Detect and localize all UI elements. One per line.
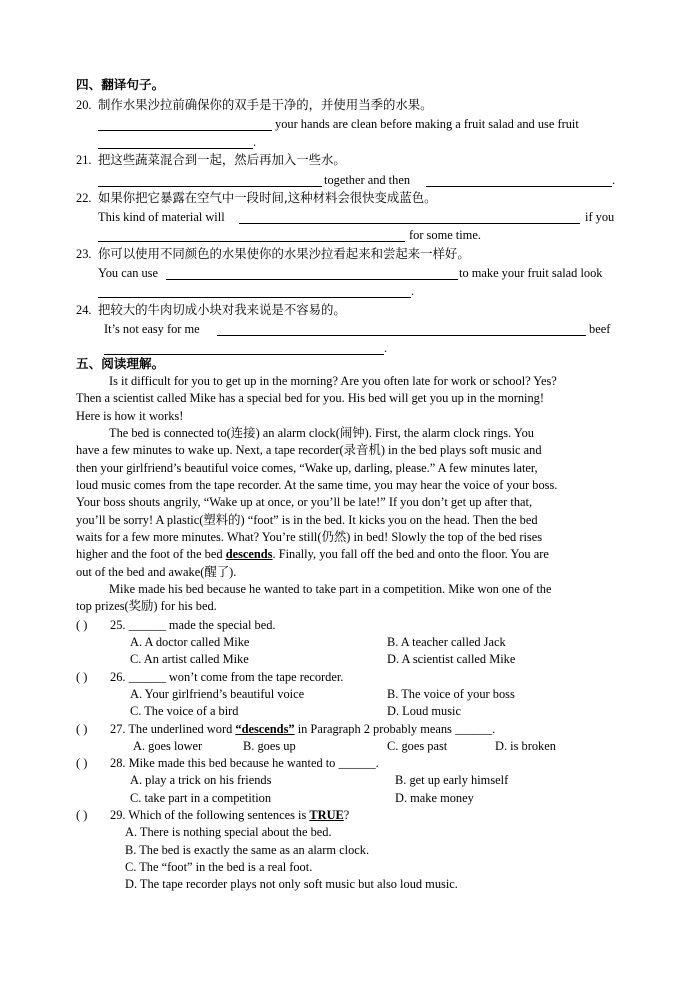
q29-option-b: B. The bed is exactly the same as an alarm clock.: [125, 843, 370, 857]
q27-option-a: A. goes lower: [133, 739, 203, 753]
q25-answer-paren[interactable]: ( ): [76, 618, 88, 632]
q29-option-a: A. There is nothing special about the bed.: [125, 825, 332, 839]
q25-option-a: A. A doctor called Mike: [130, 635, 250, 649]
q27-stem: 27. The underlined word “descends” in Paragraph 2 probably means ______.: [110, 722, 496, 736]
q20-blank-2[interactable]: [98, 136, 253, 149]
q25-option-d: D. A scientist called Mike: [387, 652, 516, 666]
q28-option-b: B. get up early himself: [395, 773, 509, 787]
q20-number: 20.: [76, 98, 92, 112]
q20-period: .: [253, 135, 257, 149]
q26-option-a: A. Your girlfriend’s beautiful voice: [130, 687, 305, 701]
q29-option-c: C. The “foot” in the bed is a real foot.: [125, 860, 313, 874]
underlined-word-descends: descends: [225, 547, 273, 562]
q28-answer-paren[interactable]: ( ): [76, 756, 88, 770]
section-heading-translate: 四、翻译句子。: [76, 77, 165, 92]
q23-english-mid: to make your fruit salad look: [459, 266, 603, 280]
reading-paragraph-1: Is it difficult for you to get up in the morning? Are you often late for work or school? Yes? Then a scientist called Mike has a special bed for you. His bed will get you up in the morning! Here is how it works!: [76, 374, 557, 423]
q26-option-d: D. Loud music: [387, 704, 461, 718]
q28-option-d: D. make money: [395, 791, 474, 805]
q26-answer-paren[interactable]: ( ): [76, 670, 88, 684]
q29-stem: 29. Which of the following sentences is TRUE?: [110, 808, 350, 822]
q28-option-c: C. take part in a competition: [130, 791, 272, 805]
q21-english-mid: together and then: [324, 173, 411, 187]
q28-option-a: A. play a trick on his friends: [130, 773, 272, 787]
q24-english-start: It’s not easy for me: [104, 322, 200, 336]
q28-stem: 28. Mike made this bed because he wanted to ______.: [110, 756, 379, 770]
q27-underlined-word: “descends”: [235, 722, 295, 736]
q20-blank-1[interactable]: [98, 118, 272, 131]
q22-english-mid: if you: [585, 210, 615, 224]
section-heading-reading: 五、阅读理解。: [76, 356, 165, 371]
q20-english: your hands are clean before making a fruit salad and use fruit: [275, 117, 579, 131]
q22-chinese: 如果你把它暴露在空气中一段时间,这种材料会很快变成蓝色。: [98, 190, 437, 205]
q21-chinese: 把这些蔬菜混合到一起，然后再加入一些水。: [98, 152, 346, 167]
q21-blank-1[interactable]: [98, 174, 322, 187]
q29-underlined-word: TRUE: [309, 808, 344, 822]
q23-blank-2[interactable]: [98, 285, 411, 298]
q23-number: 23.: [76, 247, 92, 261]
q24-english-mid: beef: [589, 322, 611, 336]
q26-option-c: C. The voice of a bird: [130, 704, 239, 718]
q27-option-b: B. goes up: [243, 739, 296, 753]
q24-period: .: [384, 341, 388, 355]
q22-number: 22.: [76, 191, 92, 205]
q25-stem: 25. ______ made the special bed.: [110, 618, 276, 632]
q21-period: .: [612, 173, 616, 187]
q26-option-b: B. The voice of your boss: [387, 687, 515, 701]
q21-number: 21.: [76, 153, 92, 167]
q23-period: .: [411, 284, 415, 298]
q29-option-d: D. The tape recorder plays not only soft music but also loud music.: [125, 877, 458, 891]
q25-option-c: C. An artist called Mike: [130, 652, 249, 666]
q24-blank-2[interactable]: [104, 342, 384, 355]
q23-english-start: You can use: [98, 266, 159, 280]
q22-english-end: for some time.: [409, 228, 481, 242]
q23-chinese: 你可以使用不同颜色的水果使你的水果沙拉看起来和尝起来一样好。: [98, 246, 470, 261]
q27-option-d: D. is broken: [495, 739, 556, 753]
q23-blank-1[interactable]: [166, 267, 458, 280]
reading-paragraph-2: The bed is connected to(连接) an alarm clock(闹钟). First, the alarm clock rings. You have a few minutes to wake up. Next, a tape recorder(录音机) in the bed plays soft music and then your girlfriend’s beautiful voice comes, “Wake up, darling, please.” A few minutes later, loud music comes from the tape recorder. At the same time, you may hear the voice of your boss. Your boss shouts angrily, “Wake up at once, or you’ll be late!” If you don’t get up after that, you’ll be sorry! A plastic(塑料的) “foot” is in the bed. It kicks you on the head. Then the bed waits for a few more minutes. What? You’re still(仍然) in bed! Slowly the top of the bed rises higher and the foot of the bed descends. Finally, you fall off the bed and onto the floor. You are out of the bed and awake(醒了).: [76, 426, 558, 579]
q29-answer-paren[interactable]: ( ): [76, 808, 88, 822]
q27-answer-paren[interactable]: ( ): [76, 722, 88, 736]
reading-paragraph-3: Mike made his bed because he wanted to take part in a competition. Mike won one of the top prizes(奖励) for his bed.: [76, 582, 552, 614]
q22-blank-1[interactable]: [239, 211, 580, 224]
q22-english-start: This kind of material will: [98, 210, 225, 224]
q24-number: 24.: [76, 303, 92, 317]
q20-chinese: 制作水果沙拉前确保你的双手是干净的，并使用当季的水果。: [98, 97, 433, 112]
q24-blank-1[interactable]: [217, 323, 586, 336]
q22-blank-2[interactable]: [98, 229, 405, 242]
q27-option-c: C. goes past: [387, 739, 448, 753]
q25-option-b: B. A teacher called Jack: [387, 635, 506, 649]
q26-stem: 26. ______ won’t come from the tape recorder.: [110, 670, 344, 684]
q24-chinese: 把较大的牛肉切成小块对我来说是不容易的。: [98, 302, 346, 317]
q21-blank-2[interactable]: [426, 174, 612, 187]
